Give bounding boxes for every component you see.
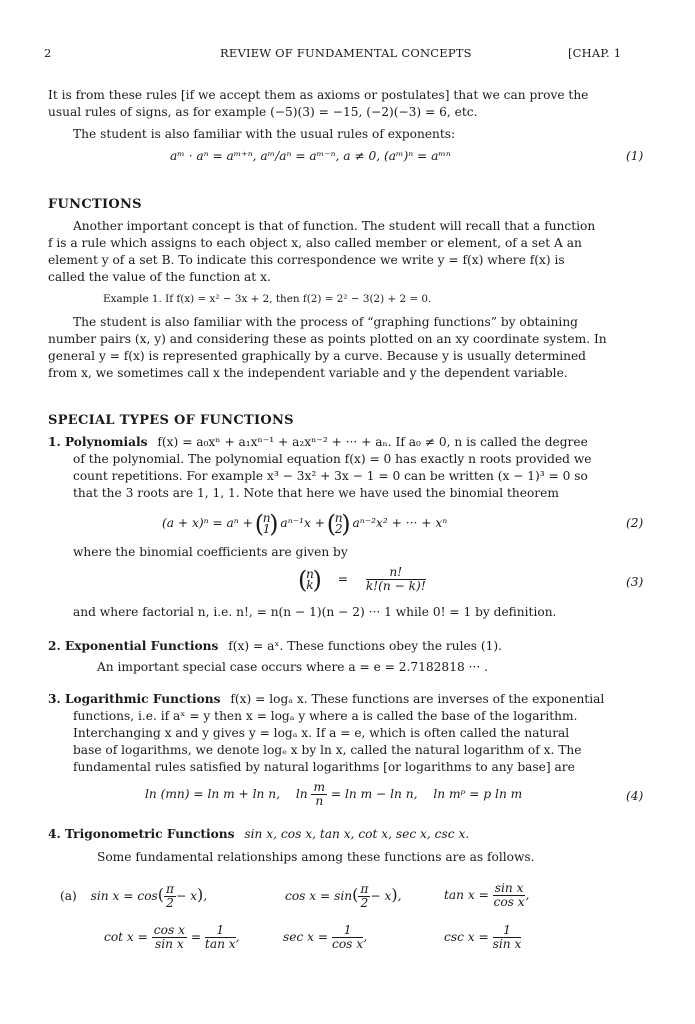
running-title: REVIEW OF FUNDAMENTAL CONCEPTS	[220, 46, 472, 60]
paragraph-line: functions, i.e. if aˣ = y then x = logₐ y where a is called the base of the logarithm.	[73, 709, 578, 723]
trig-row-1: (a) sin x = cos( $\frac{\pi}{2}$ − x),	[60, 882, 208, 910]
exponential-text: f(x) = aˣ. These functions obey the rules (1).	[228, 639, 502, 653]
paragraph-line: fundamental rules satisfied by natural logarithms [or logarithms to any base] are	[73, 760, 575, 774]
paragraph-line: Some fundamental relationships among these functions are as follows.	[97, 850, 535, 864]
binomial-coefficient: ( n 2 )	[329, 513, 349, 535]
equation-number: (2)	[626, 516, 644, 530]
paragraph-line: where the binomial coefficients are given by	[73, 545, 348, 559]
paragraph-line: from x, we sometimes call x the independent variable and y the dependent variable.	[48, 366, 568, 380]
eq2-term-2: aⁿ⁻²x² + ··· + xⁿ	[352, 516, 448, 530]
logarithmic-label: 3. Logarithmic Functions	[48, 692, 221, 706]
intro-line: It is from these rules [if we accept them as axioms or postulates] that we can prove the	[48, 88, 589, 102]
equation-log-rules: ln (mn) = ln m + ln n, ln $\frac{m}{n}$ = ln m − ln n, ln mᵖ = p ln m	[145, 780, 523, 808]
trig-sec-identity: sec x = $\frac{1}{\text{cos x}}$ ,	[283, 923, 368, 951]
trigonometric-item	[48, 827, 469, 842]
intro-line: usual rules of signs, as for example (−5)(3) = −15, (−2)(−3) = 6, etc.	[48, 105, 478, 119]
exponential-item	[48, 639, 502, 654]
paragraph-line: called the value of the function at x.	[48, 270, 271, 284]
paragraph-line: The student is also familiar with the process of “graphing functions” by obtaining	[73, 315, 578, 329]
page-number: 2	[44, 46, 52, 60]
polynomials-text: f(x) = a₀xⁿ + a₁xⁿ⁻¹ + a₂xⁿ⁻² + ··· + aₙ. If a₀ ≠ 0, n is called the degree	[157, 435, 588, 449]
paragraph-line: number pairs (x, y) and considering these as points plotted on an xy coordinate system. In	[48, 332, 607, 346]
paragraph-line: of the polynomial. The polynomial equation f(x) = 0 has exactly n roots provided we	[73, 452, 592, 466]
trig-csc-identity: csc x = $\frac{1}{\text{sin x}}$	[444, 923, 522, 951]
section-heading-functions: FUNCTIONS	[48, 197, 142, 212]
factorial-fraction: $\frac{n!}{k!(n - k)!}$	[365, 565, 426, 593]
binomial-coefficient: ( n 1 )	[257, 513, 277, 535]
intro-line: The student is also familiar with the usual rules of exponents:	[73, 127, 456, 141]
paragraph-line: An important special case occurs where a = e = 2.7182818 ··· .	[97, 660, 488, 674]
eq2-term-1: aⁿ⁻¹x +	[280, 516, 325, 530]
section-heading-special-types: SPECIAL TYPES OF FUNCTIONS	[48, 413, 294, 428]
logarithmic-item	[48, 692, 604, 707]
paragraph-line: base of logarithms, we denote logₑ x by ln x, called the natural logarithm of x. The	[73, 743, 582, 757]
paragraph-line: that the 3 roots are 1, 1, 1. Note that here we have used the binomial theorem	[73, 486, 559, 500]
equation-binomial-coefficients: ( n k ) = $\frac{n!}{k!(n - k)!}$	[300, 566, 426, 593]
paragraph-line: Another important concept is that of function. The student will recall that a function	[73, 219, 596, 233]
trig-cos-identity: cos x = sin( $\frac{\pi}{2}$ − x),	[285, 882, 402, 910]
equation-exponents: aᵐ · aⁿ = aᵐ⁺ⁿ, aᵐ/aⁿ = aᵐ⁻ⁿ, a ≠ 0, (aᵐ)ⁿ = aᵐⁿ	[170, 149, 451, 163]
eq2-lhs: (a + x)ⁿ = aⁿ +	[162, 516, 253, 530]
exponential-label: 2. Exponential Functions	[48, 639, 219, 653]
trigonometric-label: 4. Trigonometric Functions	[48, 827, 235, 841]
equation-binomial-theorem	[162, 512, 447, 535]
paragraph-line: general y = f(x) is represented graphically by a curve. Because y is usually determined	[48, 349, 586, 363]
trig-cot-identity: cot x = $\frac{\text{cos x}}{\text{sin x}}$ = $\frac{1}{\text{tan x}}$ ,	[104, 923, 240, 951]
equation-number: (1)	[626, 149, 644, 163]
trig-tan-identity: tan x = $\frac{\text{sin x}}{\text{cos x}}$ ,	[444, 881, 530, 909]
equation-number: (4)	[626, 789, 644, 803]
binomial-coefficient: ( n k )	[300, 569, 320, 591]
trigonometric-text: sin x, cos x, tan x, cot x, sec x, csc x.	[244, 827, 470, 841]
paragraph-line: f is a rule which assigns to each object x, also called member or element, of a set A an	[48, 236, 582, 250]
paragraph-line: Interchanging x and y gives y = logₐ x. If a = e, which is often called the natural	[73, 726, 570, 740]
paragraph-line: count repetitions. For example x³ − 3x² + 3x − 1 = 0 can be written (x − 1)³ = 0 so	[73, 469, 588, 483]
chapter-label: [CHAP. 1	[568, 46, 622, 60]
paragraph-line: and where factorial n, i.e. n!, = n(n − 1)(n − 2) ··· 1 while 0! = 1 by definition.	[73, 605, 557, 619]
polynomials-item	[48, 435, 588, 450]
logarithmic-text: f(x) = logₐ x. These functions are inverses of the exponential	[230, 692, 605, 706]
paragraph-line: element y of a set B. To indicate this correspondence we write y = f(x) where f(x) is	[48, 253, 565, 267]
equation-number: (3)	[626, 575, 644, 589]
example-1: Example 1. If f(x) = x² − 3x + 2, then f(2) = 2² − 3(2) + 2 = 0.	[103, 293, 432, 305]
polynomials-label: 1. Polynomials	[48, 435, 148, 449]
